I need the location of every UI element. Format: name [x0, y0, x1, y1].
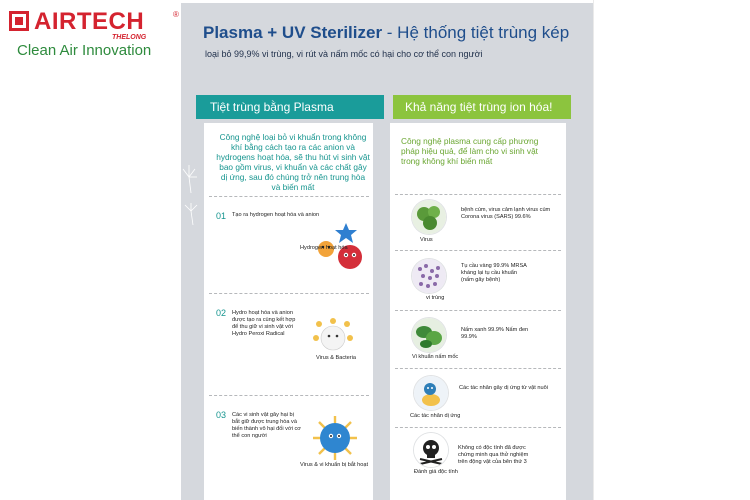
brand-name: AIRTECH — [34, 8, 145, 35]
mold-image-icon — [412, 318, 446, 352]
poster-title — [203, 23, 569, 43]
item-5-label: Đánh giá độc tính — [414, 469, 458, 475]
step-2-label: Virus & Bacteria — [316, 355, 357, 361]
divider — [395, 250, 561, 251]
step-1-number: 01 — [216, 211, 227, 221]
plasma-intro: Công nghệ loại bỏ vi khuẩn trong không khí bằng cách tạo ra các anion và hydrogens hoạt hóa, sẽ thu hút vi sinh vật bao gồm virus, vi khuẩn và các chất gây dị ứng, sau đó chúng trở nên trung hòa và biến mất — [216, 132, 370, 192]
poster-title-rest: - Hệ thống tiệt trùng kép — [382, 23, 570, 42]
product-poster — [181, 3, 593, 500]
airtech-emblem-icon — [8, 10, 30, 32]
step-2-text: Hydro hoạt hóa và anion được tạo ra cùng kết hợp để thu giữ vi sinh vật với Hydro Peroxi Radical — [232, 310, 296, 337]
virus-bacteria-icon — [311, 318, 355, 354]
divider — [209, 196, 369, 197]
skull-toxicity-icon — [414, 433, 448, 467]
divider — [395, 194, 561, 195]
brand-sub: THELONG — [112, 34, 147, 41]
ionization-intro: Công nghệ plasma cung cấp phương pháp hiệu quả, để làm cho vi sinh vật trong không khí biến mất — [401, 136, 539, 166]
divider — [395, 310, 561, 311]
poster-subtitle: loại bỏ 99,9% vi trùng, vi rút và nấm mốc có hại cho cơ thể con người — [205, 49, 483, 59]
divider — [209, 395, 369, 396]
step-2-number: 02 — [216, 308, 227, 318]
virus-image-icon — [412, 200, 446, 234]
registered-mark: ® — [173, 10, 179, 19]
item-4-label: Các tác nhân dị ứng — [410, 413, 461, 419]
item-2-label: vi trùng — [426, 295, 445, 301]
item-5-desc: Không có độc tính đã được chứng minh qua thử nghiệm trên động vật của bên thứ 3 — [458, 445, 529, 465]
poster-title-strong: Plasma + UV Sterilizer — [203, 23, 383, 42]
dandelion-icon — [181, 163, 203, 233]
plasma-header — [196, 95, 384, 119]
plasma-header-label: Tiệt trùng bằng Plasma — [210, 100, 334, 114]
plasma-panel — [204, 123, 373, 500]
divider — [395, 368, 561, 369]
item-3-label: Vi khuẩn nấm mốc — [412, 354, 459, 360]
item-1-label: Virus — [420, 237, 433, 243]
step-3-text: Các vi sinh vật gây hại bị bắt giữ được trung hòa và biến thành vô hại đối với cơ thể con người — [232, 412, 301, 439]
item-4-desc: Các tác nhân gây dị ứng từ vật nuôi — [459, 385, 548, 391]
step-3-number: 03 — [216, 410, 227, 420]
ionization-header-label: Khả năng tiệt trùng ion hóa! — [405, 100, 553, 114]
item-3-desc: Nấm xanh 99.9% Nấm đen 99.9% — [461, 327, 529, 340]
ionization-panel — [390, 123, 566, 500]
germ-image-icon — [412, 259, 446, 293]
step-1-label: Hydrogen hoạt hóa — [300, 245, 348, 251]
step-3-label: Virus & vi khuẩn bị bắt hoạt — [300, 462, 368, 468]
step-1-text: Tạo ra hydrogen hoạt hóa và anion — [232, 212, 320, 218]
ionization-header — [393, 95, 571, 119]
divider — [209, 293, 369, 294]
item-1-desc: bệnh cúm, virus cảm lạnh virus cúm Corona virus (SARS) 99.6% — [461, 207, 551, 220]
divider — [395, 427, 561, 428]
page-margin — [593, 0, 615, 500]
neutralized-virus-icon — [312, 415, 358, 461]
item-2-desc: Tụ cầu vàng 99.9% MRSA kháng lại tụ cầu khuẩn (nấm gây bệnh) — [461, 263, 527, 283]
allergen-image-icon — [414, 376, 448, 410]
brand-tagline: Clean Air Innovation — [17, 42, 152, 59]
